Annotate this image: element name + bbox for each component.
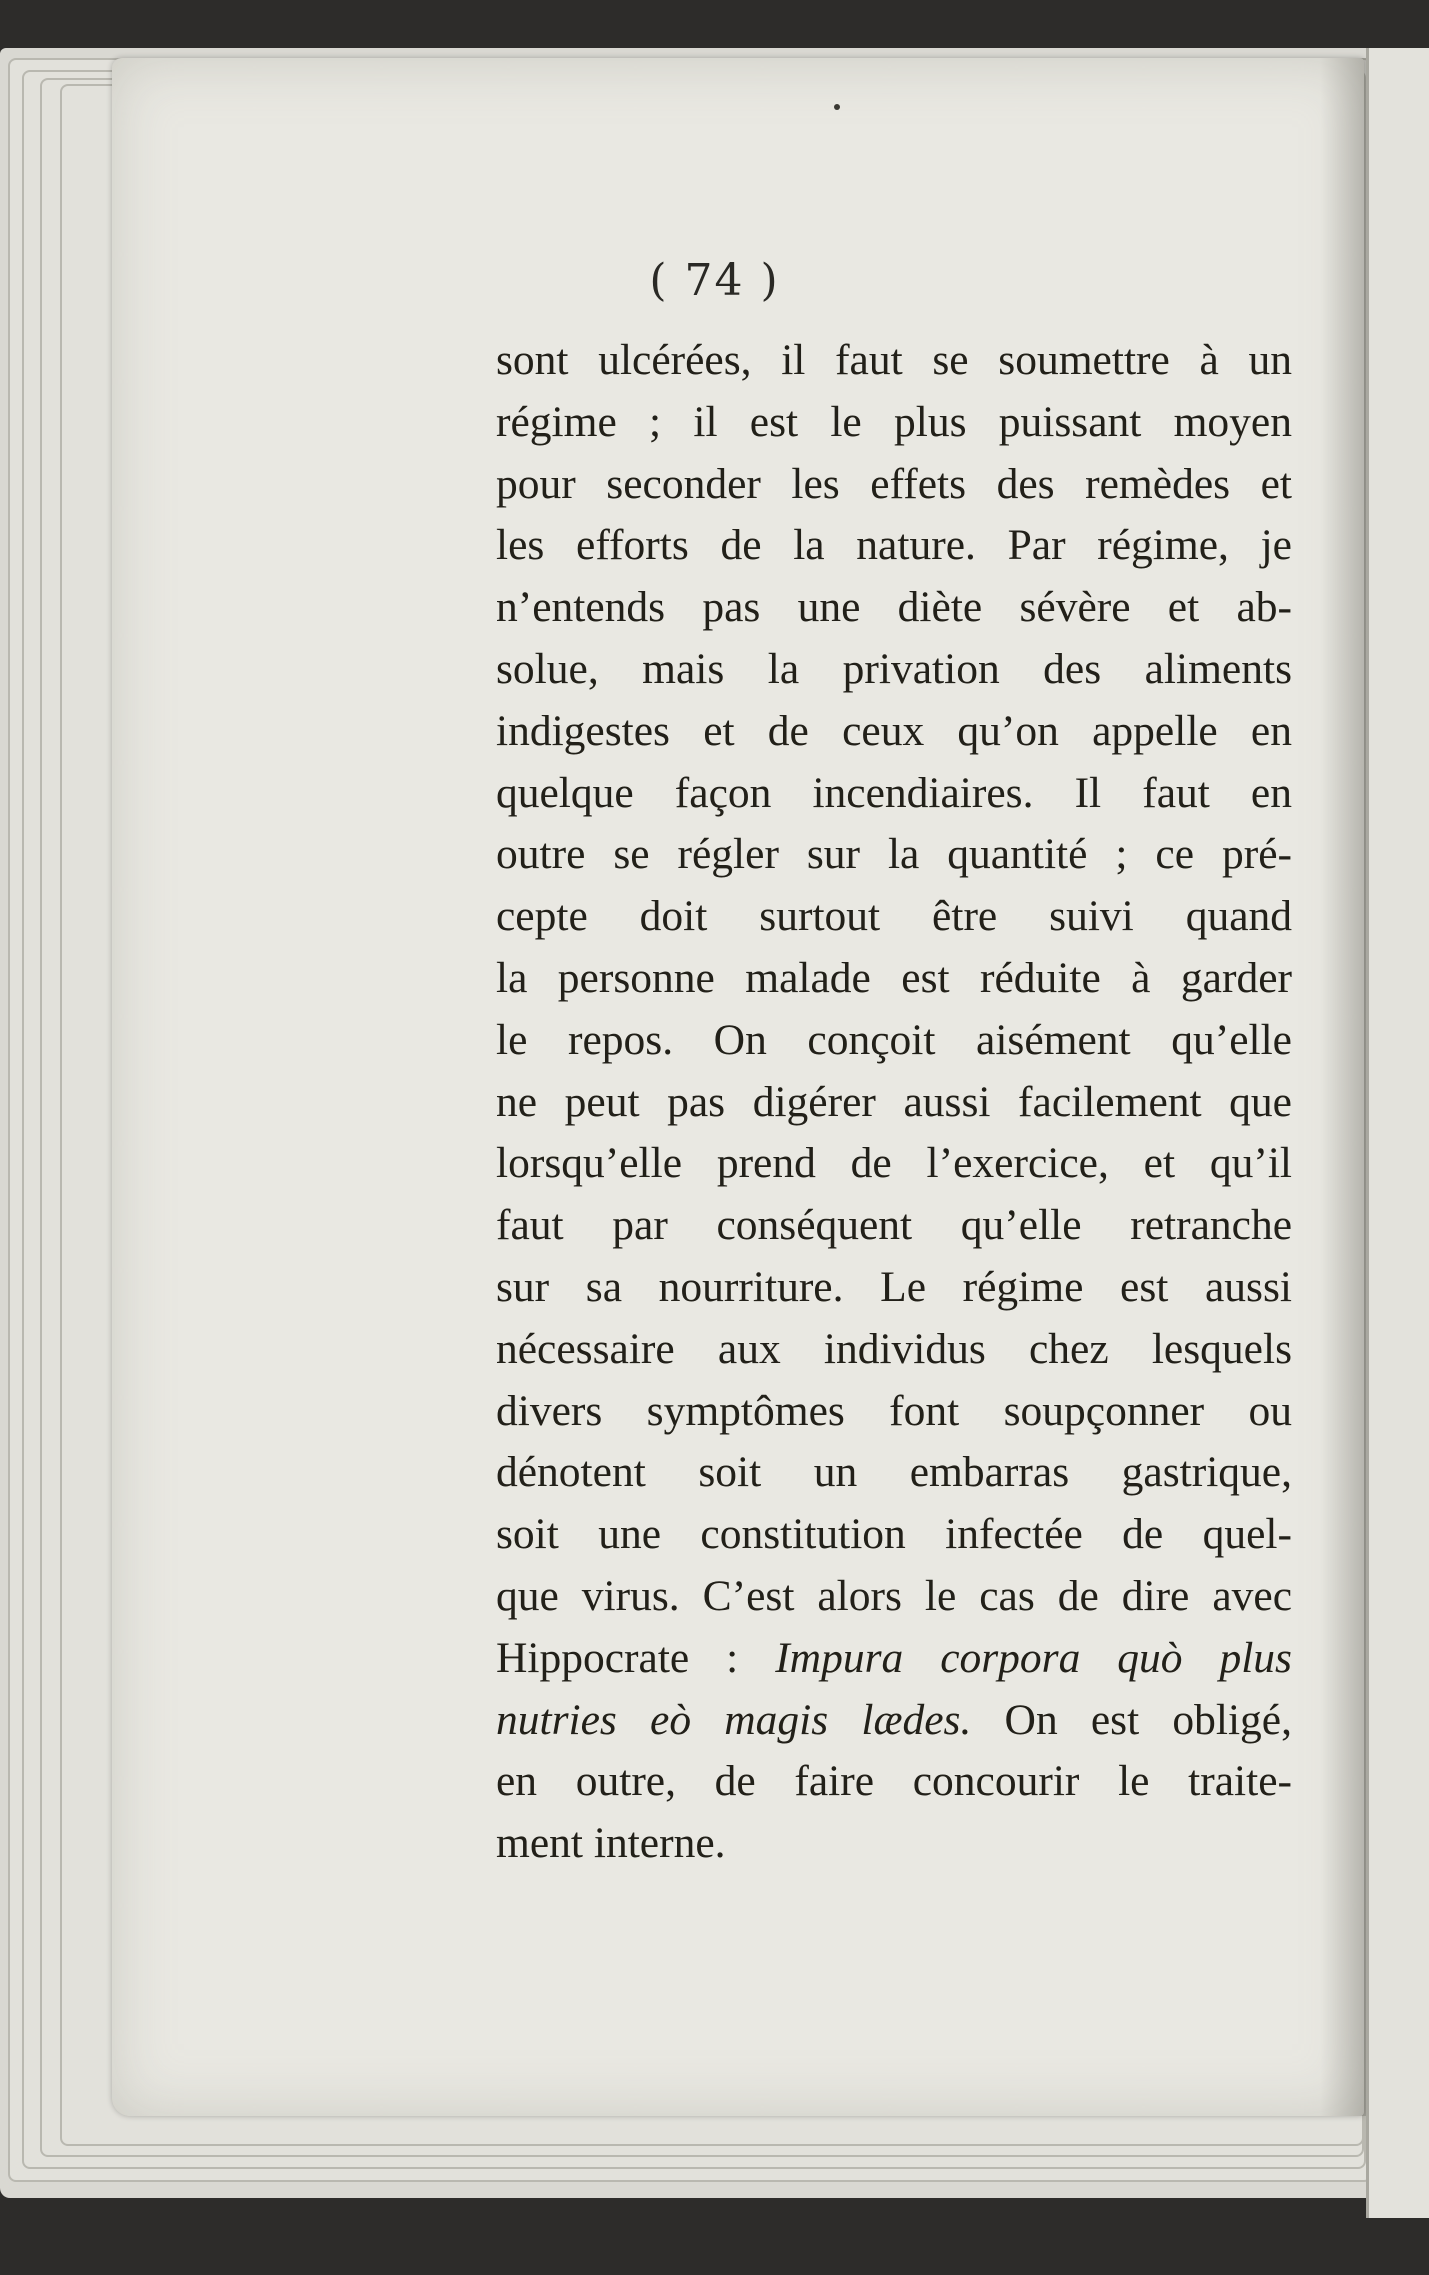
text-line: sur sa nourriture. Le régime est aussi	[496, 1262, 1292, 1311]
text-line: sont ulcérées, il faut se soumettre à un	[496, 336, 1292, 384]
facing-page-edge	[1366, 48, 1429, 2218]
text-line: faut par conséquent qu’elle retranche	[496, 1201, 1292, 1250]
text-line: régime ; il est le plus puissant moyen	[496, 397, 1292, 446]
page-number: ( 74 )	[649, 255, 780, 306]
latin-quote: Impura corpora quò plus	[775, 1633, 1292, 1682]
text-line: indigestes et de ceux qu’on appelle en	[496, 706, 1292, 755]
text-line: pour seconder les effets des remèdes et	[496, 459, 1292, 508]
text-line: le repos. On conçoit aisément qu’elle	[496, 1015, 1292, 1064]
text-line: en outre, de faire concourir le traite-	[496, 1757, 1292, 1806]
text-fragment: On est obligé,	[971, 1695, 1292, 1744]
text-line: quelque façon incendiaires. Il faut en	[496, 768, 1292, 817]
text-line: soit une constitution infectée de quel-	[496, 1510, 1292, 1559]
text-line: que virus. C’est alors le cas de dire avec	[496, 1571, 1292, 1620]
text-line: ne peut pas digérer aussi facilement que	[496, 1077, 1292, 1126]
text-line: les efforts de la nature. Par régime, je	[496, 521, 1292, 570]
text-line-last: ment interne.	[496, 1819, 726, 1868]
text-line: cepte doit surtout être suivi quand	[496, 892, 1292, 941]
text-line-quote-start	[496, 1628, 1292, 1690]
text-fragment: Hippocrate :	[496, 1633, 776, 1682]
text-line: lorsqu’elle prend de l’exercice, et qu’il	[496, 1139, 1292, 1188]
text-line-quote-end	[496, 1690, 1292, 1752]
latin-quote: nutries eò magis lædes.	[496, 1695, 972, 1744]
text-line: la personne malade est réduite à garder	[496, 953, 1292, 1002]
text-line: outre se régler sur la quantité ; ce pré-	[496, 830, 1292, 879]
body-text	[496, 330, 1292, 1875]
text-line: nécessaire aux individus chez lesquels	[496, 1324, 1292, 1373]
ink-speck	[834, 104, 840, 110]
gutter-shadow	[1320, 58, 1368, 2116]
text-line: n’entends pas une diète sévère et ab-	[496, 583, 1292, 632]
text-line: solue, mais la privation des aliments	[496, 644, 1292, 693]
text-line: dénotent soit un embarras gastrique,	[496, 1448, 1292, 1497]
text-line: divers symptômes font soupçonner ou	[496, 1386, 1292, 1435]
